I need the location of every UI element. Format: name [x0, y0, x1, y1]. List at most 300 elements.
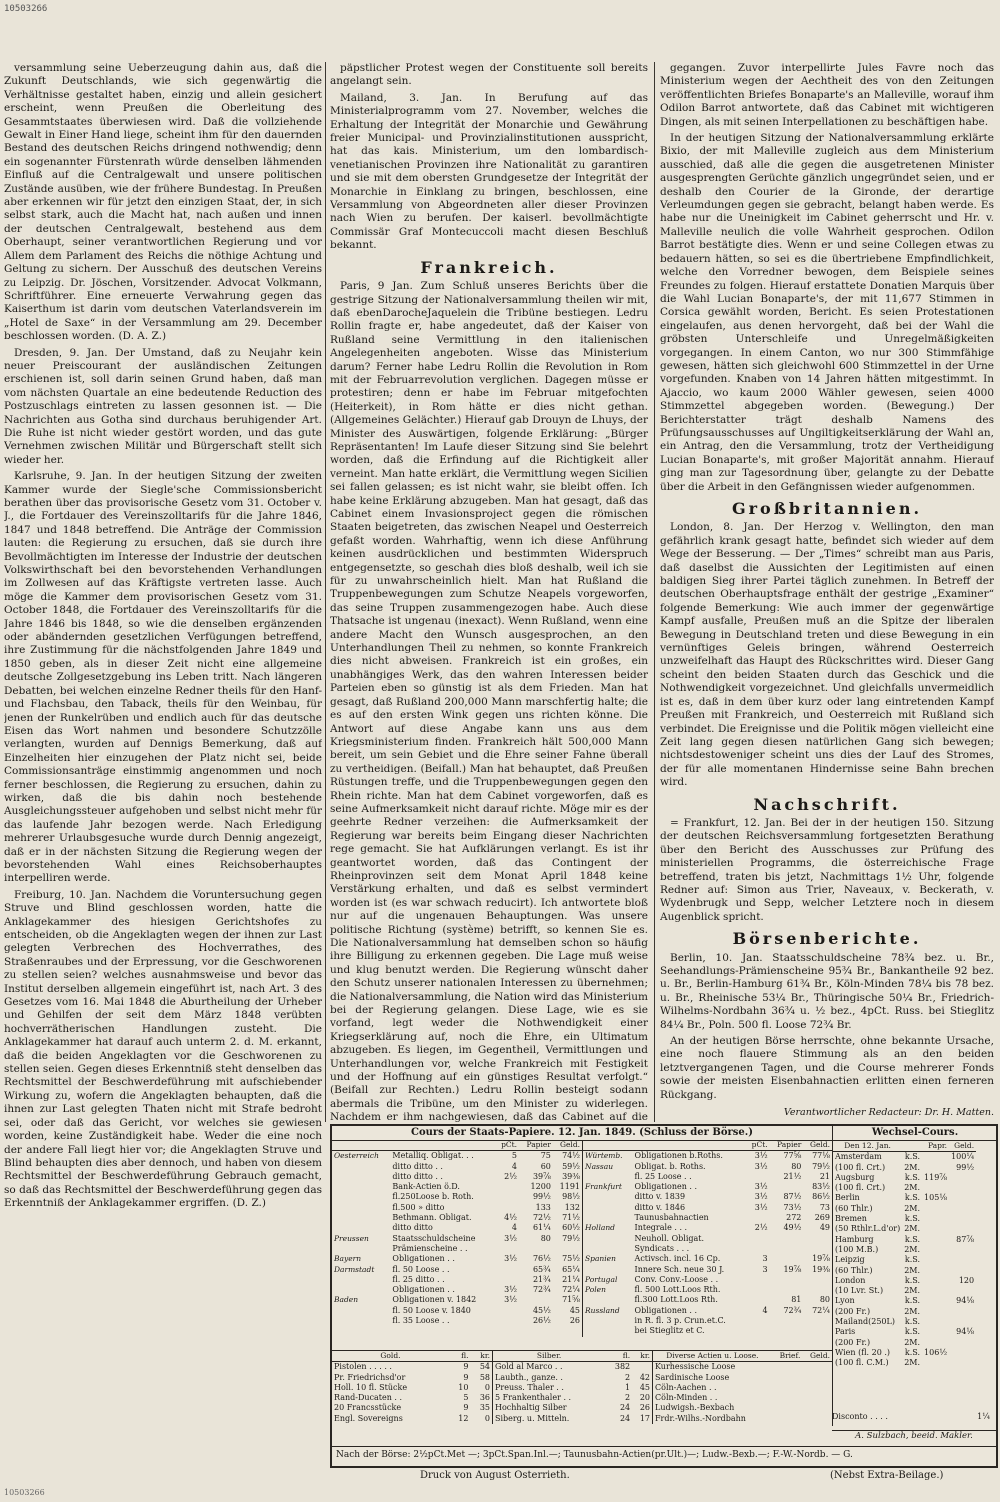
- wechsel-panel: [832, 1126, 997, 1426]
- table-cell: 24: [619, 1413, 631, 1423]
- table-cell: 39⅜: [562, 1171, 580, 1181]
- right_col-paragraph: Berlin, 10. Jan. Staatsschuldscheine 78¾ bez. u. Br., Seehandlungs-Prämienscheine 95¾ Br., Bankantheile 92 bez. u. Br., Berlin-Hamburg 61¾ Br., Köln-Minden 78¼ bis 78 bez. u. Br., Rheinische 53¼ Br., Thüringische 50¼ Br., Friedrich-Wilhelms-Nordbahn 36¾ u. ½ bez., 4pCt. Russ. bei Stieglitz 84¼ Br., Poln. 500 fl. Loose 72¾ Br.: [660, 951, 994, 1031]
- right_col-paragraph: = Frankfurt, 12. Jan. Bei der in der heutigen 150. Sitzung der deutschen Reichsversammlung fortgesetzten Berathung über den Bericht des Ausschusses zur Prüfung des ministeriellen Programms, die österreichische Frage betreffend, traten bis jetzt, Nachmittags 1½ Uhr, folgende Redner auf: Simon aus Trier, Naveaux, v. Beckerath, v. Wydenbrugk und Sepp, welcher Letztere noch in diesem Augenblick spricht.: [660, 816, 994, 923]
- wechsel-row: [833, 1245, 976, 1255]
- table-cell: [583, 1316, 633, 1326]
- table-cell: k.S.: [904, 1317, 921, 1327]
- table-cell: Bank-Actien ö.D.: [392, 1182, 460, 1192]
- paper-row: [332, 1275, 582, 1285]
- wechsel-row: [833, 1235, 976, 1245]
- table-cell: Spanien: [585, 1254, 616, 1264]
- table-cell: Mailand(250L): [835, 1317, 895, 1327]
- table-cell: 2M.: [904, 1203, 921, 1213]
- table-cell: [802, 1362, 832, 1373]
- table-cell: 20 Francsstücke: [334, 1403, 402, 1413]
- exchange-title: Cours der Staats-Papiere. 12. Jan. 1849. (Schluss der Börse.): [332, 1126, 832, 1141]
- table-cell: (100 fl. C.M.): [835, 1358, 889, 1368]
- table-cell: [770, 1275, 804, 1285]
- column-header: pCt.: [495, 1140, 519, 1151]
- table-cell: 9: [463, 1362, 469, 1372]
- table-cell: 94⅛: [956, 1296, 975, 1306]
- table-cell: Ludwigsh.-Bexbach: [655, 1403, 735, 1413]
- table-cell: Lyon: [835, 1296, 855, 1306]
- table-cell: [519, 1295, 553, 1305]
- table-cell: Siberg. u. Mitteln.: [495, 1413, 570, 1423]
- discount-row: [832, 1412, 996, 1422]
- table-cell: [332, 1192, 390, 1202]
- table-cell: 2½: [754, 1223, 768, 1233]
- table-cell: 12: [458, 1413, 469, 1423]
- table-cell: 19⅞: [812, 1254, 830, 1264]
- table-cell: 99½: [532, 1192, 551, 1202]
- table-cell: [332, 1172, 390, 1182]
- table-cell: (200 Fr.): [835, 1306, 871, 1316]
- table-cell: [746, 1244, 770, 1254]
- table-cell: [332, 1275, 390, 1285]
- table-cell: 10: [458, 1382, 469, 1392]
- table-cell: Baden: [334, 1295, 359, 1305]
- paper-row: [583, 1192, 833, 1202]
- table-cell: 60: [540, 1161, 551, 1171]
- table-cell: [332, 1306, 390, 1316]
- table-cell: [332, 1316, 390, 1326]
- table-cell: Frankfurt: [585, 1182, 622, 1192]
- column-header: Papier: [770, 1140, 804, 1151]
- table-cell: 35: [479, 1403, 490, 1413]
- table-cell: [746, 1295, 770, 1305]
- right_col-paragraph: gegangen. Zuvor interpellirte Jules Favre noch das Ministerium wegen der Aechtheit des von den Zeitungen veröffentlichten Briefes Bonaparte's an Malleville, worauf ihm Odilon Barrot antwortete, daß das Cabinet mit wichtigeren Dingen, als mit seinen Interpellationen zu beschäftigen habe.: [660, 62, 994, 128]
- paper-row: [332, 1285, 582, 1295]
- column-middle: [330, 62, 648, 1124]
- table-cell: 9: [463, 1403, 469, 1413]
- exchange-table: [330, 1124, 998, 1468]
- paper-row: [583, 1213, 833, 1223]
- table-cell: Paris: [835, 1327, 856, 1337]
- paper-row: [583, 1162, 833, 1172]
- wechsel-row: [833, 1224, 976, 1234]
- paper-row: [332, 1162, 582, 1172]
- silver-row-header: [493, 1351, 653, 1362]
- wechsel-row: [833, 1183, 976, 1193]
- paper-row: [332, 1244, 582, 1254]
- table-cell: [495, 1275, 519, 1285]
- paper-row: [583, 1316, 833, 1326]
- papers-table-right: [582, 1140, 832, 1337]
- actien-row-header: [653, 1351, 833, 1362]
- table-cell: bei Stieglitz et C.: [634, 1326, 705, 1336]
- table-cell: [949, 1266, 976, 1276]
- table-cell: 119⅞: [924, 1172, 948, 1182]
- table-cell: [922, 1307, 949, 1317]
- table-cell: (60 Thlr.): [835, 1203, 873, 1213]
- discount-label: Disconto . . . .: [832, 1412, 888, 1421]
- table-cell: Polen: [585, 1285, 606, 1295]
- table-cell: Rand-Ducaten . .: [334, 1393, 403, 1403]
- table-cell: Obligationen . .: [392, 1285, 455, 1295]
- wechsel-row: [833, 1204, 976, 1214]
- table-cell: 2M.: [904, 1337, 921, 1347]
- actien-table: [652, 1351, 832, 1424]
- table-cell: [922, 1183, 949, 1193]
- coin-row: [332, 1362, 492, 1373]
- silver-table: [492, 1351, 652, 1424]
- table-cell: k.S.: [904, 1275, 921, 1285]
- wechsel-row: [833, 1266, 976, 1276]
- coin-row: [332, 1393, 492, 1403]
- table-cell: 36: [479, 1393, 490, 1403]
- table-cell: Bremen: [835, 1214, 867, 1224]
- column-header: [390, 1140, 495, 1151]
- paper-row-header: [583, 1140, 833, 1151]
- table-cell: [803, 1285, 832, 1295]
- column-header: Den 12. Jan.: [833, 1141, 902, 1152]
- table-cell: k.S.: [904, 1172, 921, 1182]
- table-cell: Metalliq. Obligat. . .: [392, 1151, 474, 1161]
- table-cell: [922, 1327, 949, 1337]
- column-header: [583, 1140, 633, 1151]
- wechsel-row: [833, 1307, 976, 1317]
- column-header: pCt.: [746, 1140, 770, 1151]
- table-cell: 65¼: [562, 1264, 580, 1274]
- table-cell: [770, 1316, 804, 1326]
- gold-coins-table: [332, 1351, 492, 1424]
- table-cell: [332, 1203, 390, 1213]
- wechsel-row: [833, 1193, 976, 1203]
- table-cell: [495, 1203, 519, 1213]
- column-header: fl.: [449, 1351, 471, 1362]
- table-cell: 39⅞: [532, 1171, 551, 1181]
- column-header: [902, 1141, 922, 1152]
- paper-row: [583, 1223, 833, 1233]
- table-cell: (100 fl. Crt.): [835, 1183, 886, 1193]
- table-cell: Gold al Marco . .: [495, 1362, 563, 1372]
- table-cell: Holl. 10 fl. Stücke: [334, 1382, 408, 1392]
- table-cell: [583, 1234, 633, 1244]
- wechsel-row: [833, 1317, 976, 1327]
- table-cell: [332, 1285, 390, 1295]
- table-cell: 17: [639, 1413, 650, 1423]
- table-cell: 54: [479, 1362, 490, 1372]
- table-cell: [802, 1403, 832, 1413]
- column-header: Geld.: [949, 1141, 976, 1152]
- table-cell: Obligationen b.Roths.: [634, 1151, 723, 1161]
- table-cell: Hamburg: [835, 1234, 874, 1244]
- paper-row: [583, 1295, 833, 1305]
- table-cell: [770, 1254, 804, 1264]
- table-cell: [922, 1317, 949, 1327]
- table-cell: [802, 1373, 832, 1383]
- table-cell: k.S.: [904, 1347, 921, 1357]
- paper-row: [583, 1254, 833, 1264]
- table-cell: fl. 25 ditto . .: [392, 1274, 445, 1284]
- table-cell: [332, 1223, 390, 1233]
- table-cell: fl.250Loose b. Roth.: [392, 1192, 474, 1202]
- table-cell: [922, 1235, 949, 1245]
- silver-row: [493, 1383, 653, 1393]
- table-cell: [632, 1362, 652, 1373]
- table-cell: [949, 1183, 976, 1193]
- mid_col-paragraph: Paris, 9 Jan. Zum Schluß unseres Berichts über die gestrige Sitzung der Nationalversammlung theilen wir mit, daß ebenDarocheJaquelein die Tribüne bestiegen. Ledru Rollin fragte er, habe angedeutet, daß der Kaiser von Rußland seine Vermittlung in den italienischen Angelegenheiten angeboten. Wisse das Ministerium darum? Ferner habe Ledru Rollin die Revolution in Rom mit der Februarrevolution verglichen. Dagegen müsse er protestiren; denn er habe im Februar mitgefochten (Heiterkeit), in Rom hätte er dies nicht gethan. (Allgemeines Gelächter.) Hierauf gab Drouyn de Lhuys, der Minister des Auswärtigen, folgende Erklärung: „Bürger Repräsentanten! Im Laufe dieser Sitzung sind Sie belehrt worden, daß die Erfindung auf die Richtigkeit aller verneint. Man hatte erklärt, die Vermittlung wegen Sicilien sei fallen gelassen; es ist nicht wahr, sie bleibt offen. Ich habe keine Erklärung abzugeben. Man hat gesagt, daß das Cabinet einem Invasionsproject gegen die römischen Staaten beigetreten, das zwischen Neapel und Oesterreich gefaßt worden. Wahrhaftig, wenn ich diese Anführung keinen ausdrücklichen und bestimmten Widerspruch entgegensetzte, so geschah dies bloß deshalb, weil ich sie für zu unwahrscheinlich hielt. Man hat Rußland die Truppenbewegungen zum Schutze Neapels vorgeworfen, das seine Truppen zusammengezogen habe. Auch diese Thatsache ist ungenau (inexact). Wenn Rußland, wenn eine andere Macht den Wunsch ausgesprochen, an den Unterhandlungen Theil zu nehmen, so konnte Frankreich dies nicht abweisen. Frankreich ist ein großes, ein unabhängiges Werk, das den wahren Interessen beider Parteien eben so günstig ist als dem Frieden. Man hat gesagt, daß Rußland 200,000 Mann marschfertig halte; die es auf den ersten Wink gegen uns richten könne. Die Antwort auf diese Angabe kann uns aus dem Kriegsministerium finden. Frankreich hält 500,000 Mann bereit, um sein Gebiet und die Ehre seiner Fahne überall zu vertheidigen. (Beifall.) Man hat behauptet, daß Preußen Rüstungen treffe, und die Truppenbewegungen gegen den Rhein richte. Man hat dem Cabinet vorgeworfen, daß es seine Aufmerksamkeit nicht darauf richte. Möge mir es der geehrte Redner verzeihen: die Aufmerksamkeit der Regierung war bereits beim Eingang dieser Nachrichten rege gemacht. Sie hat Aufklärungen verlangt. Es ist ihr geantwortet worden, daß das Contingent der Rheinprovinzen seit dem Monat April 1848 keine Verstärkung erhalten, und daß es selbst vermindert worden ist (es war schwach reducirt). Ich antwortete bloß nur auf die ungenauen Behauptungen. Was unsere politische Richtung (système) betrifft, so kennen Sie es. Die Nationalversammlung hat demselben schon so häufig ihre Billigung zu erkennen gegeben. Die Lage muß weise und klug benutzt werden. Die Regierung wünscht daher den Schutz unserer nationalen Interessen zu übernehmen; die Nationalversammlung, die Nation wird das Ministerium bei der Regierung gelangen. Diese Lage, wie es sie vorfand, legt weder die Nothwendigkeit einer Kriegserklärung auf, noch die Ehre, ein Ultimatum abzugeben. Es liegen, im Gegentheil, Vermittlungen und Unterhandlungen vor, welche Frankreich mit Festigkeit und der Hoffnung auf ein günstiges Resultat verfolgt.“ (Beifall zur Rechten.) Ledru Rollin besteigt sodann abermals die Tribüne, um den Minister zu widerlegen. Nachdem er ihm nachgewiesen, daß das Cabinet auf die: [330, 280, 648, 1124]
- table-cell: Hochhaltig Silber: [495, 1403, 567, 1413]
- table-cell: 75½: [562, 1254, 580, 1264]
- table-cell: Cöln-Aachen . .: [655, 1382, 717, 1392]
- table-cell: 75: [540, 1151, 551, 1161]
- column-right: [660, 62, 994, 1124]
- column-header: kr.: [470, 1351, 492, 1362]
- table-cell: 3½: [754, 1202, 768, 1212]
- table-cell: 49: [819, 1223, 830, 1233]
- column-header: Geld.: [553, 1140, 582, 1151]
- table-cell: Engl. Sovereigns: [334, 1413, 403, 1423]
- table-cell: [332, 1162, 390, 1172]
- table-cell: [922, 1338, 949, 1348]
- table-cell: [949, 1245, 976, 1255]
- wechsel-row: [833, 1163, 976, 1173]
- table-cell: 2M.: [904, 1306, 921, 1316]
- table-cell: [495, 1316, 519, 1326]
- table-cell: [949, 1214, 976, 1224]
- table-cell: [802, 1383, 832, 1393]
- table-cell: 79½: [562, 1233, 580, 1243]
- paper-row: [583, 1151, 833, 1162]
- table-cell: 26½: [532, 1316, 551, 1326]
- column-header: kr.: [632, 1351, 652, 1362]
- table-cell: Syndicats . . .: [634, 1243, 690, 1253]
- table-cell: ditto v. 1846: [634, 1202, 686, 1212]
- table-cell: Neuholl. Obligat.: [634, 1233, 705, 1243]
- table-cell: 2M.: [904, 1265, 921, 1275]
- table-cell: 4½: [504, 1213, 518, 1223]
- table-cell: [583, 1172, 633, 1182]
- table-cell: Nassau: [585, 1161, 614, 1171]
- table-cell: [949, 1286, 976, 1296]
- paper-row: [332, 1182, 582, 1192]
- table-cell: [803, 1275, 832, 1285]
- table-cell: [949, 1204, 976, 1214]
- paper-row: [332, 1213, 582, 1223]
- table-cell: [922, 1214, 949, 1224]
- table-cell: [772, 1414, 803, 1424]
- paper-row: [583, 1234, 833, 1244]
- table-cell: [332, 1182, 390, 1192]
- table-cell: 3½: [504, 1295, 518, 1305]
- table-cell: [746, 1285, 770, 1295]
- table-cell: Conv. Conv.-Loose . .: [634, 1274, 719, 1284]
- table-cell: Activsch. incl. 16 Cp.: [634, 1254, 721, 1264]
- table-cell: [922, 1266, 949, 1276]
- left_col-paragraph: Dresden, 9. Jan. Der Umstand, daß zu Neujahr kein neuer Preiscourant der ausländischen Zeitungen erschienen ist, soll darin seinen Grund haben, daß man vom nächsten Quartale an eine bedeutende Reduction des Postzuschlags eintreten zu lassen gesonnen ist. — Die Nachrichten aus Gotha sind durchaus beruhigender Art. Die Ruhe ist nicht wieder gestört worden, und das gute Vernehmen zwischen Militär und Bürgerschaft stellt sich wieder her.: [4, 346, 322, 466]
- table-cell: 272: [786, 1213, 802, 1223]
- left_col-paragraph: Freiburg, 10. Jan. Nachdem die Voruntersuchung gegen Struve und Blind geschlossen worden, hatte die Anklagekammer des hiesigen Gerichtshofes zu entscheiden, ob die Angeklagten wegen der ihnen zur Last gelegten Verbrechen des Hochverrathes, des Straßenraubes und der Erpressung, vor die Geschworenen zu stellen seien? welches ausnahmsweise und bevor das Institut derselben allgemein eingeführt ist, nach Art. 3 des Gesetzes vom 16. Mai 1848 die Aburtheilung der Urheber und Gehilfen der seit dem März 1848 verübten hochverrätherischen Handlungen zusteht. Die Anklagekammer hat darauf auch unterm 2. d. M. erkannt, daß die beiden Angeklagten vor die Geschworenen zu stellen seien. Gegen dieses Erkenntniß steht denselben das Rechtsmittel der Beschwerdeführung mit aufschiebender Wirkung zu, wofern die Angeklagten behaupten, daß die ihnen zur Last gelegten Thaten nicht mit Strafe bedroht sei, oder daß das Gericht, vor welches sie gewiesen worden, keine Zuständigkeit habe. Weder die eine noch der andere Fall liegt hier vor; die Angeklagten Struve und Blind behaupten dies aber dennoch, und haben von diesem Rechtsmittel der Beschwerdeführung Gebrauch gemacht, so daß das Rechtsmittel der Beschwerdeführung gegen das Erkenntniß der Anklagekammer ergriffen. (D. Z.): [4, 888, 322, 1210]
- table-cell: 98½: [562, 1192, 580, 1202]
- coin-row: [332, 1414, 492, 1424]
- table-cell: [922, 1276, 949, 1286]
- paper-row: [332, 1172, 582, 1182]
- table-cell: [770, 1182, 804, 1192]
- right_col-paragraph: An der heutigen Börse herrschte, ohne bekannte Ursache, eine noch flauere Stimmung als an den beiden letztvergangenen Tagen, und die Course mehrerer Fonds sowie der meisten Eisenbahnactien erlitten einen ferneren Rückgang.: [660, 1035, 994, 1101]
- table-cell: Russland: [585, 1305, 620, 1315]
- column-rule-2: [654, 62, 655, 1122]
- table-cell: Wien (fl. 20 .): [835, 1347, 890, 1357]
- table-cell: London: [835, 1275, 866, 1285]
- table-cell: [583, 1203, 633, 1213]
- table-cell: fl. 35 Loose . .: [392, 1316, 450, 1326]
- table-cell: 79½: [812, 1161, 830, 1171]
- table-cell: [802, 1393, 832, 1403]
- right_col-paragraph: London, 8. Jan. Der Herzog v. Wellington, den man gefährlich krank gesagt hatte, befindet sich wieder auf dem Wege der Besserung. — Der „Times“ schreibt man aus Paris, daß daselbst die Aussichten der Legitimisten auf einen baldigen Sieg ihrer Partei täglich zunehmen. In Betreff der deutschen Oberhauptsfrage enthält der gestrige „Examiner“ folgende Bemerkung: Wie auch immer der gegenwärtige Kampf ausfalle, Preußen muß an die Spitze der liberalen Bewegung in Deutschland treten und diese Bewegung in ein vernünftiges Geleis bringen, während Oesterreich unzweifelhaft das Haupt des Rückschrittes wird. Dieser Gang scheint den beiden Staaten durch das Geschick und die Nothwendigkeit vorgezeichnet. Und gleichfalls unvermeidlich ist es, daß in dem über kurz oder lang eintretenden Kampf Preußen mit Frankreich, und Oesterreich mit Rußland sich verbindet. Die Ereignisse und die Politik mögen vielleicht eine Zeit lang gegen diesen natürlichen Gang sich bewegen; nichtsdestoweniger scheint uns dies der Lauf des Stromes, der für alle momentanen Hindernisse seine Bahn brechen wird.: [660, 521, 994, 789]
- table-cell: 26: [569, 1316, 580, 1326]
- silver-row: [493, 1362, 653, 1373]
- table-cell: [772, 1383, 803, 1393]
- table-cell: Oesterreich: [334, 1151, 379, 1161]
- table-cell: [922, 1204, 949, 1214]
- table-cell: Prämienscheine . .: [392, 1243, 468, 1253]
- paper-row: [332, 1151, 582, 1162]
- table-cell: [949, 1193, 976, 1203]
- table-cell: 73½: [783, 1202, 802, 1212]
- paper-row: [332, 1306, 582, 1316]
- table-cell: k.S.: [904, 1234, 921, 1244]
- table-cell: k.S.: [904, 1296, 921, 1306]
- table-cell: [495, 1265, 519, 1275]
- table-cell: Bayern: [334, 1254, 362, 1264]
- table-cell: ditto ditto . .: [392, 1171, 443, 1181]
- wechsel-row: [833, 1214, 976, 1224]
- table-cell: Obligationen v. 1842: [392, 1295, 477, 1305]
- table-cell: 49½: [783, 1223, 802, 1233]
- table-cell: 5: [463, 1393, 469, 1403]
- right-column-articles: [660, 62, 994, 1102]
- table-cell: k.S.: [904, 1214, 921, 1224]
- table-cell: [495, 1244, 519, 1254]
- table-cell: 71⅝: [562, 1295, 580, 1305]
- paper-row: [583, 1275, 833, 1285]
- table-cell: [949, 1338, 976, 1348]
- silver-row: [493, 1373, 653, 1383]
- table-cell: 76½: [532, 1254, 551, 1264]
- table-cell: Sardinische Loose: [655, 1372, 730, 1382]
- table-cell: [803, 1244, 832, 1254]
- table-cell: 4: [511, 1223, 518, 1233]
- table-cell: Integrale . . .: [634, 1223, 688, 1233]
- wechsel-row: [833, 1327, 976, 1337]
- table-cell: [949, 1224, 976, 1234]
- table-cell: [772, 1403, 803, 1413]
- table-cell: 3½: [754, 1182, 768, 1192]
- table-cell: [553, 1244, 582, 1254]
- wechsel-title: Wechsel-Cours.: [833, 1126, 997, 1141]
- table-cell: fl. 50 Loose . .: [392, 1264, 450, 1274]
- left_col-paragraph: Karlsruhe, 9. Jan. In der heutigen Sitzung der zweiten Kammer wurde der Siegle'sche Commissionsbericht berathen über das provisorische Gesetz vom 31. October v. J., die Fortdauer des Vereinszolltarifs für die Jahre 1846, 1847 und 1848 betreffend. Die Anträge der Commission lauten: die Regierung zu ersuchen, daß sie durch ihre Bevollmächtigten im Interesse der Industrie der deutschen Volkswirthschaft bei den bevorstehenden Verhandlungen im Zollwesen auf das Kräftigste vertreten lasse. Auch möge die Kammer dem provisorischen Gesetz vom 31. October 1848, die Fortdauer des Vereinszolltarifs für die Jahre 1846 bis 1848, so wie die denselben ergänzenden oder abändernden gesetzlichen Verfügungen betreffend, ihre Zustimmung für die nächstfolgenden Jahre 1849 und 1850 geben, als in dieser Zeit nicht eine allgemeine deutsche Zollgesetzgebung ins Leben tritt. Nach längeren Debatten, bei welchen einzelne Redner theils für den Hanf- und Flachsbau, den Taback, theils für den Weinbau, für jenen der Runkelrüben und endlich auch für das deutsche Eisen das Wort nahmen und besondere Schutzzölle verlangten, wurden auf Dennigs Bemerkung, daß auf Einzelheiten hier einzugehen der Platz nicht sei, beide Commissionsanträge einstimmig angenommen und noch ferner beschlossen, die Regierung zu ersuchen, dahin zu wirken, daß die bis dahin noch bestehende Ausgleichungssteuer aufgehoben und selbst nicht mehr für das laufende Jahr bezogen werde. Nach Erledigung mehrerer Urlaubsgesuche wurde durch Dennig angezeigt, daß er in der nächsten Sitzung die Regierung wegen der bevorstehenden Wahl eines Reichsoberhauptes interpelliren werde.: [4, 470, 322, 885]
- column-header: fl.: [605, 1351, 632, 1362]
- table-cell: ditto ditto . .: [392, 1161, 443, 1171]
- table-cell: 9: [463, 1372, 469, 1382]
- table-cell: [746, 1213, 770, 1223]
- table-cell: Obligat. b. Roths.: [634, 1161, 706, 1171]
- paper-row: [332, 1316, 582, 1326]
- table-cell: 87½: [783, 1192, 802, 1202]
- wechsel-row-header: [833, 1141, 976, 1152]
- table-cell: Frdr.-Wilhs.-Nordbahn: [655, 1413, 746, 1423]
- table-cell: 77⅛: [812, 1151, 830, 1161]
- actien-row: [653, 1373, 833, 1383]
- table-cell: 21½: [783, 1171, 802, 1181]
- paper-row-header: [332, 1140, 582, 1151]
- table-cell: 2M.: [904, 1183, 921, 1193]
- table-cell: Staatsschuldscheine: [392, 1233, 476, 1243]
- table-cell: [922, 1163, 949, 1173]
- discount-value: 1¼: [977, 1412, 990, 1421]
- table-cell: 120: [958, 1275, 975, 1285]
- table-cell: [949, 1348, 976, 1358]
- wechsel-row: [833, 1276, 976, 1286]
- table-cell: [746, 1326, 770, 1336]
- paper-row: [583, 1306, 833, 1316]
- table-cell: 105⅛: [924, 1193, 948, 1203]
- table-cell: k.S.: [904, 1193, 921, 1203]
- actien-row: [653, 1414, 833, 1424]
- table-cell: fl. 50 Loose v. 1840: [392, 1305, 471, 1315]
- table-cell: [922, 1255, 949, 1265]
- right_col-paragraph: In der heutigen Sitzung der Nationalversammlung erklärte Bixio, der mit Malleville zugleich aus dem Ministerium ausschied, daß alle die gegen die ausgetretenen Minister ausgesprengten Gerüchte gänzlich ungegründet seien, und er deshalb den Courier de la Gironde, der derartige Verleumdungen gegen sie gebracht, belangt haben werde. Es habe nur die Uneinigkeit im Cabinet geherrscht und Hr. v. Malleville neulich die volle Wahrheit gesprochen. Odilon Barrot bestätigte dies. Wenn er und seine Collegen etwas zu bedauern hätten, so sei es die übertriebene Empfindlichkeit, welche den Vorredner bewogen, dem Beispiele seines Freundes zu folgen. Hierauf erstattete Donatien Marquis über die Wahl Lucian Bonaparte's, der mit 11,677 Stimmen in Corsica gewählt worden, Bericht. Es seien Protestationen eingelaufen, aus denen hervorgeht, daß bei der Wahl die gröbsten Unterschleife und Unregelmäßigkeiten vorgegangen. In einem Canton, wo nur 300 Stimmfähige gewesen, hätten sich gleichwohl 600 Stimmzettel in der Urne vorgefunden. Knaben von 14 Jahren hätten mitgestimmt. In Ajaccio, wo kaum 2000 Wähler gewesen, seien 4000 Stimmzettel abgegeben worden. (Bewegung.) Der Berichterstatter trägt deshalb Namens des Prüfungsausschusses auf Ungiltigkeitserklärung der Wahl an, ein Antrag, den die Versammlung, trotz der Vertheidigung Lucian Bonaparte's, mit großer Majorität annahm. Hierauf ging man zur Tagesordnung über, gelangte zu der Debatte über die Arbeit in den Gefängnissen wieder aufgenommen.: [660, 132, 994, 493]
- paper-row: [583, 1244, 833, 1254]
- table-cell: [583, 1326, 633, 1336]
- paper-row: [583, 1285, 833, 1295]
- table-cell: [772, 1393, 803, 1403]
- silver-row: [493, 1414, 653, 1424]
- column-header: Diverse Actien u. Loose.: [653, 1351, 772, 1362]
- table-cell: [583, 1213, 633, 1223]
- table-cell: Amsterdam: [835, 1152, 882, 1162]
- table-cell: 80: [791, 1161, 802, 1171]
- page-id: 10503266: [4, 4, 48, 14]
- table-cell: [332, 1244, 390, 1254]
- silver-row: [493, 1393, 653, 1403]
- table-cell: 99½: [956, 1162, 975, 1172]
- wechsel-row: [833, 1296, 976, 1306]
- table-cell: 45: [569, 1305, 580, 1315]
- table-cell: 4: [511, 1161, 518, 1171]
- table-cell: [949, 1255, 976, 1265]
- table-cell: (60 Thlr.): [835, 1265, 873, 1275]
- paper-row: [583, 1182, 833, 1192]
- table-cell: Cöln-Minden . .: [655, 1393, 718, 1403]
- table-cell: ditto ditto: [392, 1223, 433, 1233]
- table-cell: 73: [819, 1202, 830, 1212]
- table-cell: 26: [639, 1403, 650, 1413]
- table-cell: 65¾: [532, 1264, 551, 1274]
- table-cell: 132: [564, 1202, 580, 1212]
- table-cell: Würtemb.: [585, 1151, 623, 1161]
- wechsel-row: [833, 1338, 976, 1348]
- table-cell: [746, 1275, 770, 1285]
- table-cell: [495, 1306, 519, 1316]
- paper-row: [583, 1172, 833, 1182]
- table-cell: [770, 1326, 804, 1336]
- table-cell: 3½: [754, 1192, 768, 1202]
- table-cell: Holland: [585, 1223, 615, 1233]
- table-cell: 133: [535, 1202, 551, 1212]
- right_col-section-heading: Börsenberichte.: [732, 929, 922, 949]
- table-cell: 1191: [559, 1182, 580, 1192]
- paper-row: [332, 1203, 582, 1213]
- table-cell: [803, 1234, 832, 1244]
- table-cell: 20: [639, 1393, 650, 1403]
- table-cell: 382: [614, 1362, 631, 1372]
- table-cell: 2M.: [904, 1244, 921, 1254]
- supplement-note: (Nebst Extra-Beilage.): [830, 1470, 944, 1481]
- table-cell: 2M.: [904, 1224, 921, 1234]
